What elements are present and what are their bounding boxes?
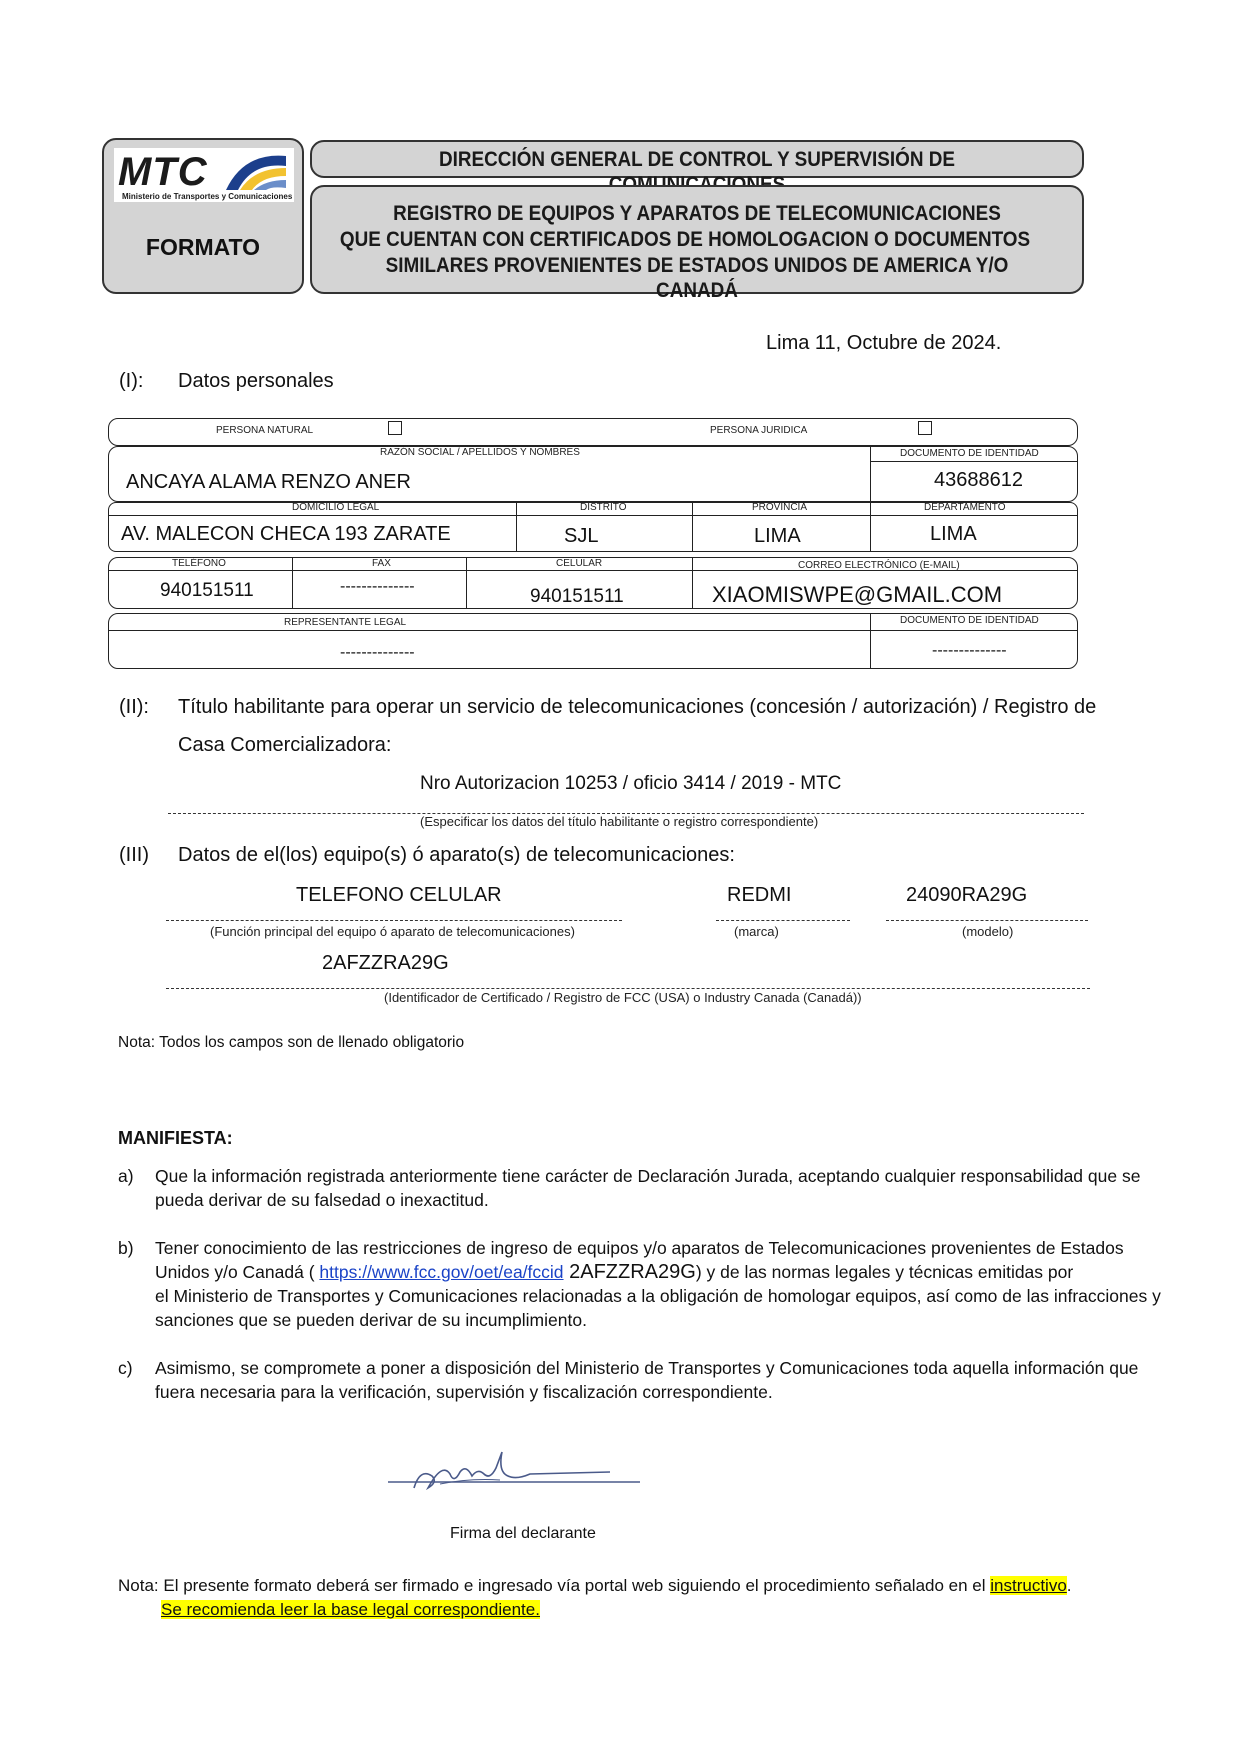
documento2-label: DOCUMENTO DE IDENTIDAD bbox=[900, 615, 1039, 626]
divider bbox=[870, 502, 871, 552]
section3-title: Datos de el(los) equipo(s) ó aparato(s) de telecomunicaciones: bbox=[178, 844, 735, 866]
model-caption: (modelo) bbox=[962, 924, 1014, 939]
legal-base-link[interactable]: Se recomienda leer la base legal correspondiente. bbox=[161, 1600, 540, 1619]
manifiesta-a-line1: Que la información registrada anteriormente tiene carácter de Declaración Jurada, aceptando cualquier responsabilidad que se bbox=[155, 1166, 1141, 1186]
telefono-label: TELÉFONO bbox=[172, 558, 226, 569]
telefono-value[interactable]: 940151511 bbox=[160, 580, 254, 601]
persona-juridica-checkbox[interactable] bbox=[918, 421, 932, 435]
header-logo-box bbox=[102, 138, 304, 294]
section1-title: Datos personales bbox=[178, 370, 334, 392]
registry-line-3: SIMILARES PROVENIENTES DE ESTADOS UNIDOS DE AMERICA Y/O CANADÁ bbox=[385, 254, 1009, 302]
manifiesta-c-line1: Asimismo, se compromete a poner a disposición del Ministerio de Transportes y Comunicaciones toda aquella información que bbox=[155, 1358, 1139, 1378]
celular-value[interactable]: 940151511 bbox=[530, 586, 624, 607]
logo-swoosh-icon bbox=[222, 150, 292, 194]
departamento-value[interactable]: LIMA bbox=[930, 523, 977, 545]
domicilio-label: DOMICILIO LEGAL bbox=[292, 502, 380, 513]
b-fcc-code: 2AFZZRA29G bbox=[563, 1261, 696, 1283]
note2-post: . bbox=[1066, 1576, 1072, 1595]
manifiesta-b-line3: el Ministerio de Transportes y Comunicaciones relacionadas a la obligación de homologar equipos, así como de las infracciones y bbox=[155, 1286, 1161, 1306]
instructivo-link[interactable]: instructivo bbox=[990, 1576, 1067, 1595]
signature-drawing bbox=[380, 1438, 660, 1498]
distrito-label: DISTRITO bbox=[580, 502, 627, 513]
fcc-link[interactable]: https://www.fcc.gov/oet/ea/fccid bbox=[319, 1262, 564, 1282]
celular-label: CELULAR bbox=[556, 558, 603, 569]
divider bbox=[108, 515, 1078, 516]
function-line bbox=[166, 920, 622, 921]
fcc-line bbox=[166, 988, 1090, 989]
documento2-value[interactable]: -------------- bbox=[932, 642, 1007, 659]
persona-natural-label: PERSONA NATURAL bbox=[216, 425, 314, 436]
manifiesta-a-letter: a) bbox=[118, 1166, 134, 1186]
b-line2-pre: Unidos y/o Canadá ( bbox=[155, 1262, 320, 1282]
razon-social-value[interactable]: ANCAYA ALAMA RENZO ANER bbox=[126, 471, 411, 493]
section2-number: (II): bbox=[119, 696, 149, 718]
fcc-caption: (Identificador de Certificado / Registro de FCC (USA) o Industry Canada (Canadá)) bbox=[384, 990, 862, 1005]
direction-title: DIRECCIÓN GENERAL DE CONTROL Y SUPERVISIÓN DE bbox=[438, 148, 955, 171]
manifiesta-b-line1: Tener conocimiento de las restricciones de ingreso de equipos y/o aparatos de Telecomunicaciones provenientes de Estados bbox=[155, 1238, 1124, 1258]
manifiesta-c-letter: c) bbox=[118, 1358, 133, 1378]
b-line2-post: ) y de las normas legales y técnicas emitidas por bbox=[695, 1262, 1074, 1282]
domicilio-value[interactable]: AV. MALECON CHECA 193 ZARATE bbox=[121, 523, 451, 545]
note-mandatory: Nota: Todos los campos son de llenado obligatorio bbox=[118, 1034, 465, 1051]
documento-label: DOCUMENTO DE IDENTIDAD bbox=[900, 448, 1039, 459]
section3-number: (III) bbox=[119, 844, 149, 866]
manifiesta-b-line2 bbox=[155, 1260, 1073, 1284]
fcc-value[interactable]: 2AFZZRA29G bbox=[322, 952, 449, 974]
section2-title-line2: Casa Comercializadora: bbox=[178, 734, 392, 756]
header-registry-box bbox=[310, 185, 1084, 302]
manifiesta-b-line4: sanciones que se pueden derivar de su incumplimiento. bbox=[155, 1310, 587, 1330]
manifiesta-b-letter: b) bbox=[118, 1238, 134, 1258]
model-line bbox=[886, 920, 1088, 921]
departamento-label: DEPARTAMENTO bbox=[924, 502, 1006, 513]
section2-title-line1: Título habilitante para operar un servicio de telecomunicaciones (concesión / autorización) / Registro de bbox=[178, 696, 1097, 718]
fax-label: FAX bbox=[372, 558, 391, 569]
formato-label: FORMATO bbox=[145, 234, 261, 260]
header-direction-box bbox=[310, 140, 1084, 178]
representante-label: REPRESENTANTE LEGAL bbox=[284, 617, 407, 628]
manifiesta-a-line2: pueda derivar de su falsedad o inexactitud. bbox=[155, 1190, 489, 1210]
divider bbox=[292, 557, 293, 609]
brand-line bbox=[716, 920, 850, 921]
logo-subtitle: Ministerio de Transportes y Comunicaciones bbox=[122, 192, 293, 201]
divider bbox=[516, 502, 517, 552]
mtc-logo bbox=[114, 148, 294, 202]
note-legal-base bbox=[161, 1600, 540, 1620]
registry-line-1: REGISTRO DE EQUIPOS Y APARATOS DE TELECOMUNICACIONES bbox=[393, 202, 1001, 225]
fax-value[interactable]: -------------- bbox=[340, 578, 415, 595]
section2-caption: (Especificar los datos del título habilitante o registro correspondiente) bbox=[420, 814, 819, 829]
divider bbox=[870, 446, 871, 502]
signature-label: Firma del declarante bbox=[450, 1525, 596, 1542]
manifiesta-c-line2: fuera necesaria para la verificación, supervisión y fiscalización correspondiente. bbox=[155, 1382, 773, 1402]
divider bbox=[692, 502, 693, 552]
email-value[interactable]: XIAOMISWPE@GMAIL.COM bbox=[712, 582, 1003, 607]
divider bbox=[466, 557, 467, 609]
divider bbox=[692, 557, 693, 609]
note2-pre: Nota: El presente formato deberá ser firmado e ingresado vía portal web siguiendo el procedimiento señalado en el bbox=[118, 1576, 991, 1595]
brand-caption: (marca) bbox=[734, 924, 779, 939]
divider bbox=[870, 613, 871, 669]
brand-value[interactable]: REDMI bbox=[727, 884, 792, 906]
representante-value[interactable]: -------------- bbox=[340, 644, 415, 661]
date-line: Lima 11, Octubre de 2024. bbox=[766, 332, 1002, 354]
razon-social-label: RAZÓN SOCIAL / APELLIDOS Y NOMBRES bbox=[380, 447, 580, 458]
logo-text: MTC bbox=[118, 150, 208, 194]
divider bbox=[108, 630, 1078, 631]
provincia-label: PROVINCIA bbox=[752, 502, 808, 513]
divider bbox=[870, 461, 1078, 462]
function-value[interactable]: TELEFONO CELULAR bbox=[296, 884, 502, 906]
distrito-value[interactable]: SJL bbox=[564, 525, 599, 547]
persona-juridica-label: PERSONA JURIDICA bbox=[710, 425, 808, 436]
persona-natural-checkbox[interactable] bbox=[388, 421, 402, 435]
provincia-value[interactable]: LIMA bbox=[754, 525, 801, 547]
function-caption: (Función principal del equipo ó aparato de telecomunicaciones) bbox=[210, 924, 575, 939]
registry-line-2: QUE CUENTAN CON CERTIFICADOS DE HOMOLOGACION O DOCUMENTOS bbox=[339, 228, 1031, 251]
note-instructions bbox=[118, 1576, 1072, 1596]
model-value[interactable]: 24090RA29G bbox=[906, 884, 1028, 906]
email-label: CORREO ELECTRÓNICO (E-MAIL) bbox=[798, 560, 960, 571]
section2-value[interactable]: Nro Autorizacion 10253 / oficio 3414 / 2019 - MTC bbox=[420, 773, 842, 794]
manifiesta-title: MANIFIESTA: bbox=[118, 1128, 233, 1148]
section1-number: (I): bbox=[119, 370, 144, 392]
documento-value[interactable]: 43688612 bbox=[934, 469, 1023, 491]
